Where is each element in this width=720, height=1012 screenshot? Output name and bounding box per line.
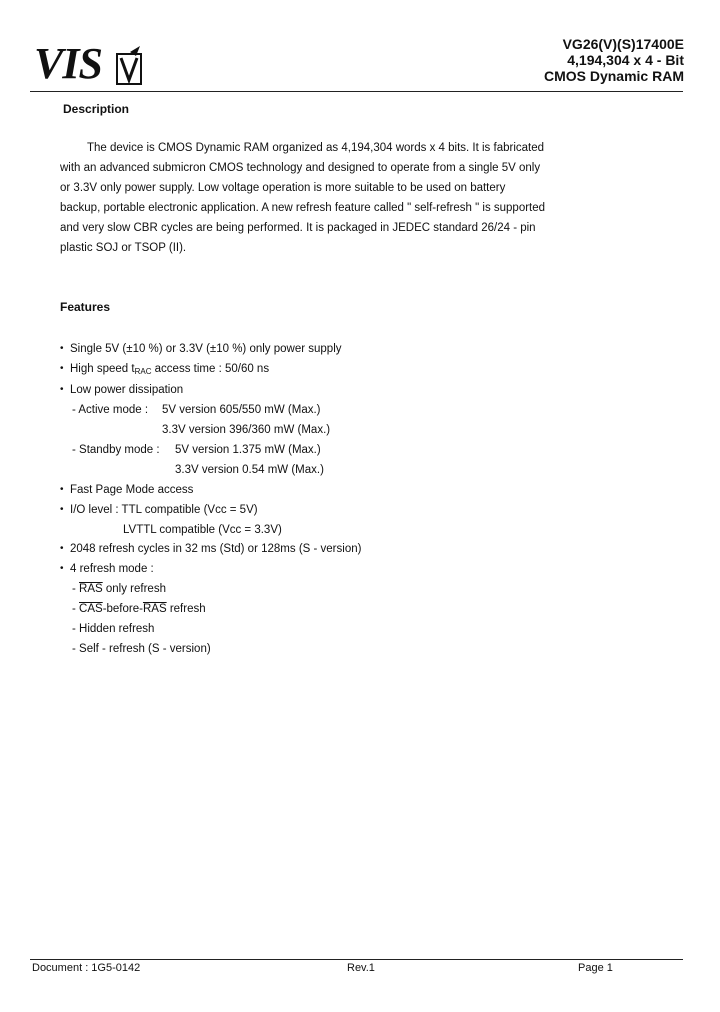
feature-refresh-mode: 4 refresh mode : bbox=[70, 563, 154, 575]
header-rule bbox=[30, 91, 683, 92]
bullet-icon: • bbox=[60, 363, 64, 374]
logo-v-mark-icon bbox=[116, 46, 144, 86]
refresh-cbr bbox=[72, 602, 206, 616]
company-logo bbox=[34, 39, 146, 88]
description-line: backup, portable electronic application. A new refresh feature called " self-refresh " is supported bbox=[60, 202, 546, 214]
footer-page: Page 1 bbox=[578, 962, 613, 974]
bullet-icon: • bbox=[60, 563, 64, 574]
refresh-self: - Self - refresh (S - version) bbox=[72, 643, 211, 655]
standby-mode-33v: 3.3V version 0.54 mW (Max.) bbox=[175, 464, 324, 476]
part-number: VG26(V)(S)17400E bbox=[562, 36, 684, 52]
cas-signal: $\overline{CAS}$ bbox=[79, 603, 103, 615]
organization: 4,194,304 x 4 - Bit bbox=[567, 52, 684, 68]
description-heading: Description bbox=[63, 102, 130, 116]
feature-speed bbox=[70, 362, 269, 379]
feature-low-power: Low power dissipation bbox=[70, 384, 184, 396]
feature-supply: Single 5V (±10 %) or 3.3V (±10 %) only power supply bbox=[70, 343, 342, 355]
bullet-icon: • bbox=[60, 343, 64, 354]
active-mode-33v: 3.3V version 396/360 mW (Max.) bbox=[162, 424, 331, 436]
feature-io-level: I/O level : TTL compatible (Vcc = 5V) bbox=[70, 504, 258, 516]
feature-fast-page: Fast Page Mode access bbox=[70, 484, 194, 496]
speed-subscript: RAC bbox=[134, 367, 152, 376]
speed-suffix: access time : 50/60 ns bbox=[151, 363, 270, 375]
feature-refresh-cycles: 2048 refresh cycles in 32 ms (Std) or 128ms (S - version) bbox=[70, 543, 362, 555]
cbr-ras-signal: $\overline{RAS}$ bbox=[142, 603, 167, 615]
bullet-icon: • bbox=[60, 484, 64, 495]
ras-only-tail: only refresh bbox=[102, 583, 166, 595]
footer-document: Document : 1G5-0142 bbox=[32, 962, 141, 974]
refresh-hidden: - Hidden refresh bbox=[72, 623, 155, 635]
feature-lvttl: LVTTL compatible (Vcc = 3.3V) bbox=[123, 524, 282, 536]
active-mode-label: - Active mode : bbox=[72, 404, 149, 416]
cbr-middle: -before- bbox=[102, 603, 143, 615]
cbr-tail: refresh bbox=[166, 603, 206, 615]
bullet-icon: • bbox=[60, 384, 64, 395]
bullet-icon: • bbox=[60, 504, 64, 515]
document-title-block bbox=[544, 36, 684, 84]
active-mode-5v: 5V version 605/550 mW (Max.) bbox=[162, 404, 321, 416]
description-line: or 3.3V only power supply. Low voltage operation is more suitable to be used on battery bbox=[60, 182, 506, 194]
description-line: The device is CMOS Dynamic RAM organized as 4,194,304 words x 4 bits. It is fabricated bbox=[87, 142, 545, 154]
description-line: and very slow CBR cycles are being performed. It is packaged in JEDEC standard 26/24 - pin bbox=[60, 222, 536, 234]
standby-mode-label: - Standby mode : bbox=[72, 444, 160, 456]
logo-text: VIS bbox=[34, 39, 102, 88]
product-name: CMOS Dynamic RAM bbox=[543, 68, 684, 84]
speed-prefix: High speed t bbox=[70, 363, 135, 375]
description-line: with an advanced submicron CMOS technology and designed to operate from a single 5V only bbox=[60, 162, 541, 174]
ras-only-dash: - bbox=[72, 583, 80, 595]
standby-mode-5v: 5V version 1.375 mW (Max.) bbox=[175, 444, 321, 456]
description-paragraph bbox=[60, 138, 550, 258]
description-line: plastic SOJ or TSOP (II). bbox=[60, 242, 187, 254]
features-heading: Features bbox=[60, 300, 111, 314]
ras-signal: $\overline{RAS}$ bbox=[79, 583, 103, 595]
footer-rule bbox=[30, 959, 683, 960]
footer-revision: Rev.1 bbox=[347, 962, 375, 974]
cbr-dash: - bbox=[72, 603, 80, 615]
bullet-icon: • bbox=[60, 543, 64, 554]
refresh-ras-only bbox=[72, 582, 166, 596]
